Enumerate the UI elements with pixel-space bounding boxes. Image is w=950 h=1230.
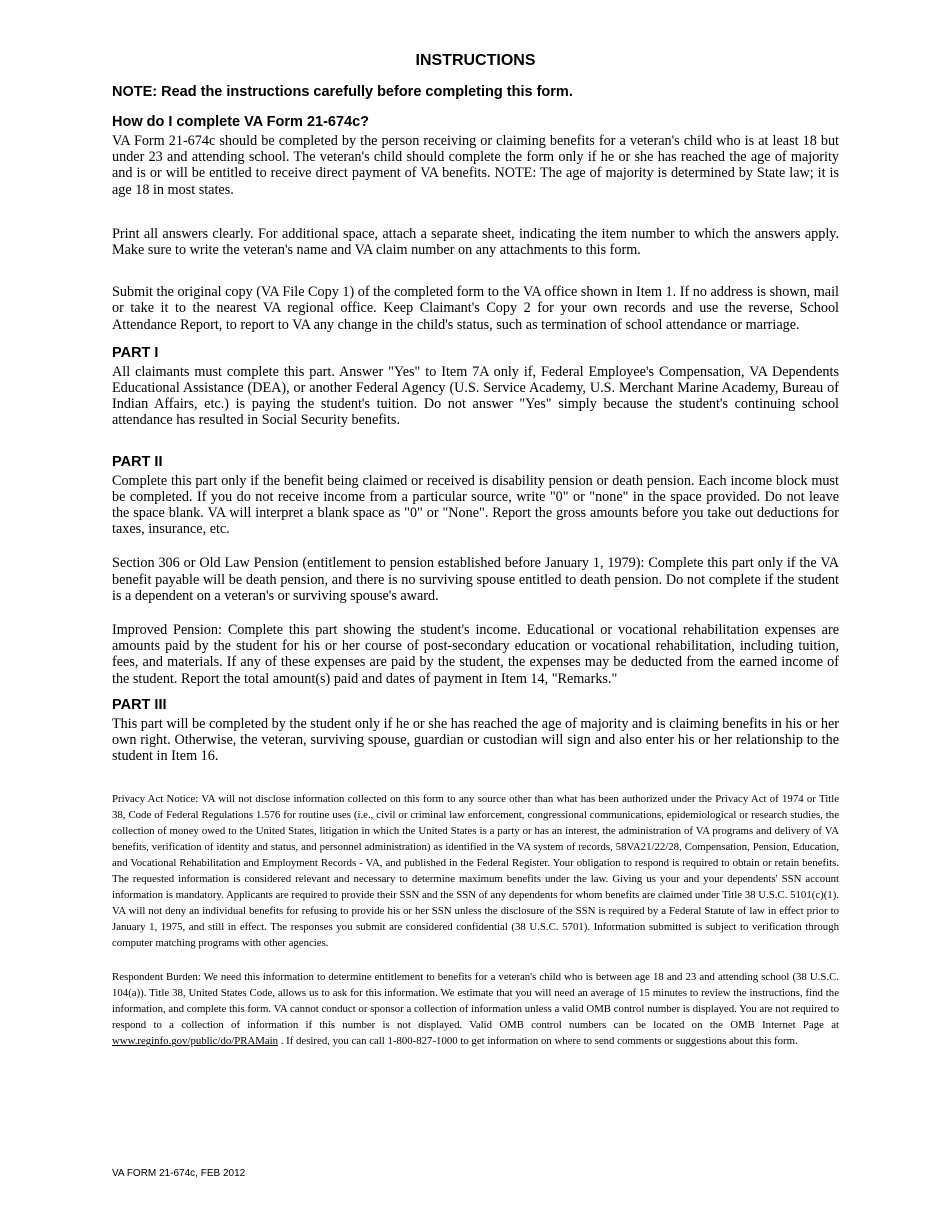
part3-paragraph: This part will be completed by the student only if he or she has reached the age of majority and is claiming benefits in his or her own right. Otherwise, the veteran, surviving spouse, guardian or custodian will sign and also enter his or her relationship to the student in Item 16. [112,715,839,765]
part3-heading: PART III [112,696,167,713]
omb-link[interactable]: www.reginfo.gov/public/do/PRAMain [112,1035,279,1048]
part2-heading: PART II [112,453,163,470]
page-title: INSTRUCTIONS [415,52,536,69]
part2-paragraph-1: Complete this part only if the benefit being claimed or received is disability pension or death pension. Each income block must be completed. If you do not receive income from a particular source, write "0" or "none" in the space provided. Do not leave the space blank. VA will interpret a blank space as "0" or "None". Report the gross amounts before you take out deductions for taxes, insurance, etc. [112,472,839,538]
instructions-page [112,50,839,1049]
how-paragraph-3: Submit the original copy (VA File Copy 1) of the completed form to the VA office shown in Item 1. If no address is shown, mail or take it to the nearest VA regional office. Keep Claimant's Copy 2 for your own records and use the reverse, School Attendance Report, to report to VA any change in the child's status, such as termination of school attendance or marriage. [112,284,839,333]
how-paragraph-1: VA Form 21-674c should be completed by the person receiving or claiming benefits for a veteran's child who is at least 18 but under 23 and attending school. The veteran's child should complete the form only if he or she has reached the age of majority and is or will be entitled to receive direct payment of VA benefits. NOTE: The age of majority is determined by State law; it is age 18 in most states. [112,133,839,198]
privacy-act-notice: Privacy Act Notice: VA will not disclose information collected on this form to any source other than what has been authorized under the Privacy Act of 1974 or Title 38, Code of Federal Regulations 1.576 for routine uses (i.e., civil or criminal law enforcement, congressional communications, epidemiological or research studies, the collection of money owed to the United States, litigation in which the United States is a party or has an interest, the administration of VA programs and delivery of VA benefits, verification of identity and status, and personnel administration) as identified in the VA system of records, 58VA21/22/28, Compensation, Pension, Education, and Vocational Rehabilitation and Employment Records - VA, and published in the Federal Register. Your obligation to respond is required to obtain or retain benefits. The requested information is considered relevant and necessary to determine maximum benefits under the law. Giving us your and your dependents' SSN account information is mandatory. Applicants are required to provide their SSN and the SSN of any dependents for whom benefits are claimed under Title 38 U.S.C. 5101(c)(1). VA will not deny an individual benefits for refusing to provide his or her SSN unless the disclosure of the SSN is required by a Federal Statute of law in effect prior to January 1, 1975, and still in effect. The responses you submit are considered confidential (38 U.S.C. 5701). Information submitted is subject to verification through computer matching programs with other agencies. [112,793,839,950]
part2-paragraph-2: Section 306 or Old Law Pension (entitlement to pension established before January 1, 1979): Complete this part only if the VA benefit payable will be death pension, and there is no surviving spouse entitled to death pension. Do not complete if the student is a dependent on a veteran's or surviving spouse's award. [112,555,839,604]
how-paragraph-2: Print all answers clearly. For additional space, attach a separate sheet, indicating the item number to which the answers apply. Make sure to write the veteran's name and VA claim number on any attachments to this form. [112,225,839,259]
part1-heading: PART I [112,344,159,361]
part2-paragraph-3: Improved Pension: Complete this part showing the student's income. Educational or vocational rehabilitation expenses are amounts paid by the student for his or her course of post-secondary education or vocational rehabilitation, including tuition, fees, and materials. If any of these expenses are paid by the student, the expenses may be deducted from the earned income of the student. Report the total amount(s) paid and dates of payment in Item 14, "Remarks." [112,622,839,687]
form-footer: VA FORM 21-674c, FEB 2012 [112,1168,246,1179]
respondent-burden [112,969,839,1049]
note-text: NOTE: Read the instructions carefully before completing this form. [112,84,573,100]
respondent-burden-text-end: . If desired, you can call 1-800-827-1000 to get information on where to send comments or suggestions about this form. [278,1035,798,1048]
how-heading: How do I complete VA Form 21-674c? [112,114,370,130]
respondent-burden-text: Respondent Burden: We need this information to determine entitlement to benefits for a veteran's child who is between age 18 and 23 and attending school (38 U.S.C. 104(a)). Title 38, United States Code, allows us to ask for this information. We estimate that you will need an average of 15 minutes to review the instructions, find the information, and complete this form. VA cannot conduct or sponsor a collection of information unless a valid OMB control number is displayed. You are not required to respond to a collection of information if this number is not displayed. Valid OMB control numbers can be located on the OMB Internet Page at [112,971,839,1032]
part1-paragraph: All claimants must complete this part. Answer "Yes" to Item 7A only if, Federal Employee's Compensation, VA Dependents Educational Assistance (DEA), or another Federal Agency (U.S. Service Academy, U.S. Merchant Marine Academy, Bureau of Indian Affairs, etc.) is paying the student's tuition. Do not answer "Yes" simply because the student's continuing school attendance has resulted in Social Security benefits. [112,363,839,429]
